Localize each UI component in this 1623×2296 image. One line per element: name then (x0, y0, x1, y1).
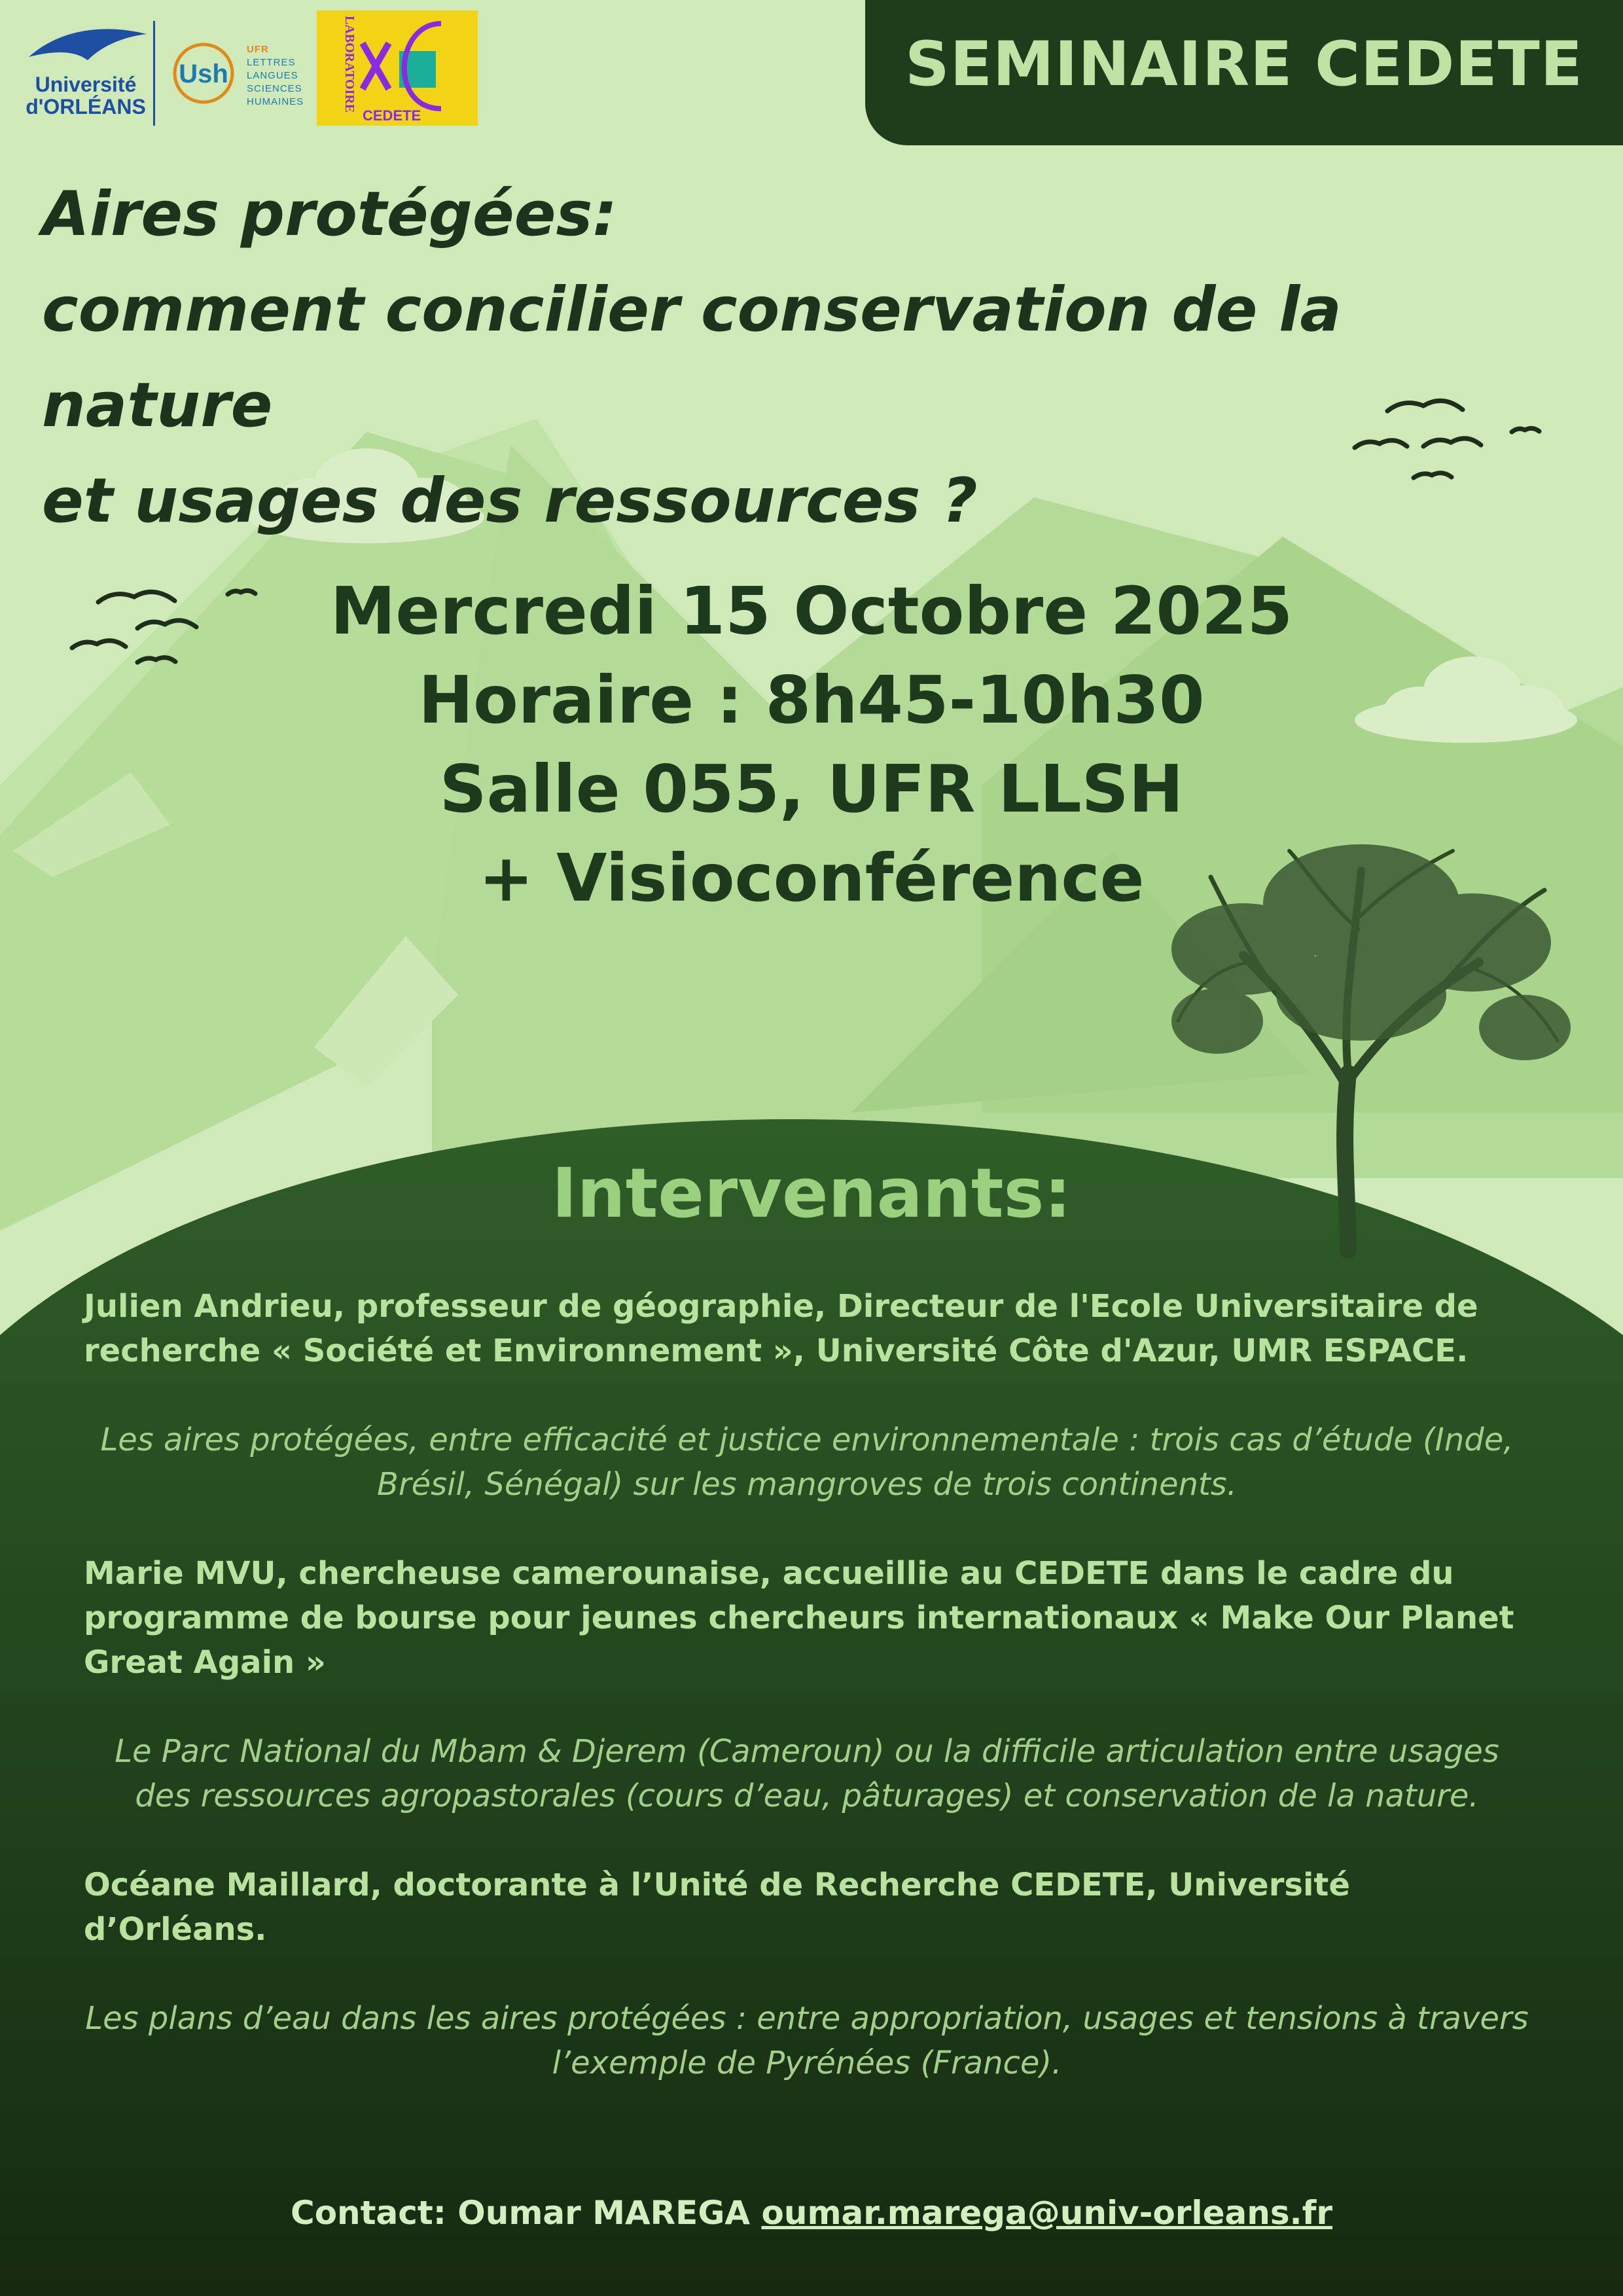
cedete-mark-icon (317, 10, 478, 126)
contact-label: Contact: Oumar MAREGA (291, 2194, 751, 2232)
llsh-line-2: LANGUES (247, 70, 298, 81)
contact-email-link[interactable]: oumar.marega@univ-orleans.fr (761, 2194, 1332, 2232)
banner-title: SEMINAIRE CEDETE (905, 29, 1583, 100)
seminar-title (42, 167, 1586, 549)
speaker-3-talk: Les plans d’eau dans les aires protégées : entre appropriation, usages et tensions à travers l’exemple de Pyrénées (France). (85, 2000, 1529, 2081)
cedete-name: CEDETE (363, 107, 421, 124)
speaker-1 (84, 1284, 1530, 1507)
speaker-3 (84, 1863, 1530, 2085)
cedete-logo (317, 10, 478, 126)
llsh-circle-icon (169, 37, 241, 115)
event-remote: + Visioconférence (478, 840, 1145, 916)
speakers-list (84, 1284, 1530, 2130)
llsh-line-4: HUMAINES (247, 96, 304, 107)
partner-logos (22, 10, 480, 126)
llsh-lines (247, 43, 304, 109)
llsh-line-3: SCIENCES (247, 83, 302, 94)
logo-divider (153, 21, 155, 126)
seminar-banner (865, 0, 1623, 145)
event-details (0, 567, 1623, 923)
universite-line1: Université (35, 73, 137, 96)
speaker-2 (84, 1551, 1530, 1818)
event-room: Salle 055, UFR LLSH (439, 751, 1184, 827)
event-date: Mercredi 15 Octobre 2025 (330, 573, 1293, 649)
contact-line (0, 2194, 1623, 2232)
speaker-1-talk: Les aires protégées, entre efficacité et justice environnementale : trois cas d’étude (Inde, Brésil, Sénégal) sur les mangroves de trois continents. (100, 1422, 1514, 1503)
title-line-3: et usages des ressources ? (42, 465, 978, 537)
speaker-3-name: Océane Maillard, doctorante à l’Unité de Recherche CEDETE, Université d’Orléans. (84, 1867, 1350, 1948)
cedete-vertical-text: LABORATOIRE (342, 16, 357, 113)
llsh-ufr: UFR (247, 44, 269, 55)
universite-orleans-logo (22, 21, 153, 132)
speaker-2-talk: Le Parc National du Mbam & Djerem (Cameroun) ou la difficile articulation entre usages des ressources agropastorales (cours d’eau, pâturages) et conservation de la nature. (115, 1733, 1499, 1814)
title-line-1: Aires protégées: (42, 179, 618, 250)
bird-wing-icon (22, 21, 153, 73)
llsh-line-1: LETTRES (247, 57, 296, 68)
universite-line2: d'ORLÉANS (26, 95, 146, 118)
llsh-mark: Ush (179, 60, 228, 88)
ufr-llsh-logo (169, 37, 320, 122)
title-line-2: comment concilier conservation de la nature (42, 274, 1342, 441)
speaker-2-name: Marie MVU, chercheuse camerounaise, accueillie au CEDETE dans le cadre du programme de bourse pour jeunes chercheurs internationaux « Make Our Planet Great Again » (84, 1555, 1514, 1681)
event-time: Horaire : 8h45-10h30 (418, 662, 1205, 738)
speaker-1-name: Julien Andrieu, professeur de géographie, Directeur de l'Ecole Universitaire de recherche « Société et Environnement », Université Côte d'Azur, UMR ESPACE. (84, 1288, 1478, 1369)
speakers-heading: Intervenants: (551, 1153, 1072, 1233)
